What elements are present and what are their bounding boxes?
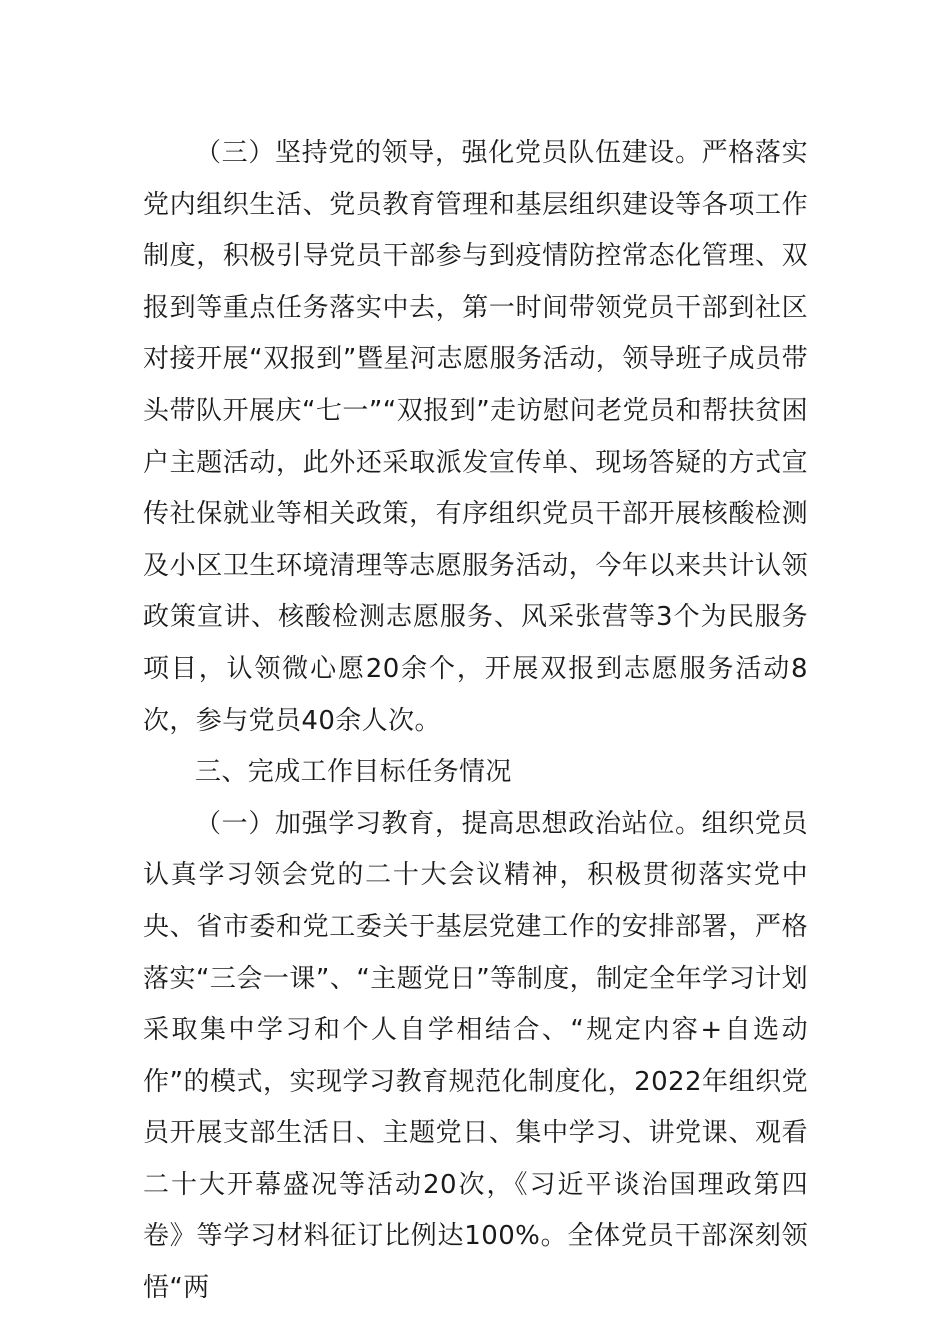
paragraph-party-leadership: （三）坚持党的领导，强化党员队伍建设。严格落实党内组织生活、党员教育管理和基层组织建设等各项工作制度，积极引导党员干部参与到疫情防控常态化管理、双报到等重点任务落实中去，第一时间带领党员干部到社区对接开展“双报到”暨星河志愿服务活动，领导班子成员带头带队开展庆“七一”“双报到”走访慰问老党员和帮扶贫困户主题活动，此外还采取派发宣传单、现场答疑的方式宣传社保就业等相关政策，有序组织党员干部开展核酸检测及小区卫生环境清理等志愿服务活动，今年以来共计认领政策宣讲、核酸检测志愿服务、风采张营等3个为民服务项目，认领微心愿20余个，开展双报到志愿服务活动8次，参与党员40余人次。 — [143, 138, 808, 736]
section-heading-work-targets: 三、完成工作目标任务情况 — [195, 757, 512, 788]
paragraph-study-education: （一）加强学习教育，提高思想政治站位。组织党员认真学习领会党的二十大会议精神，积极贯彻落实党中央、省市委和党工委关于基层党建工作的安排部署，严格落实“三会一课”、“主题党日”等制度，制定全年学习计划采取集中学习和个人自学相结合、“规定内容+自选动作”的模式，实现学习教育规范化制度化，2022年组织党员开展支部生活日、主题党日、集中学习、讲党课、观看二十大开幕盛况等活动20次，《习近平谈治国理政第四卷》等学习材料征订比例达100%。全体党员干部深刻领悟“两 — [143, 808, 808, 1304]
document-body — [143, 128, 808, 1315]
